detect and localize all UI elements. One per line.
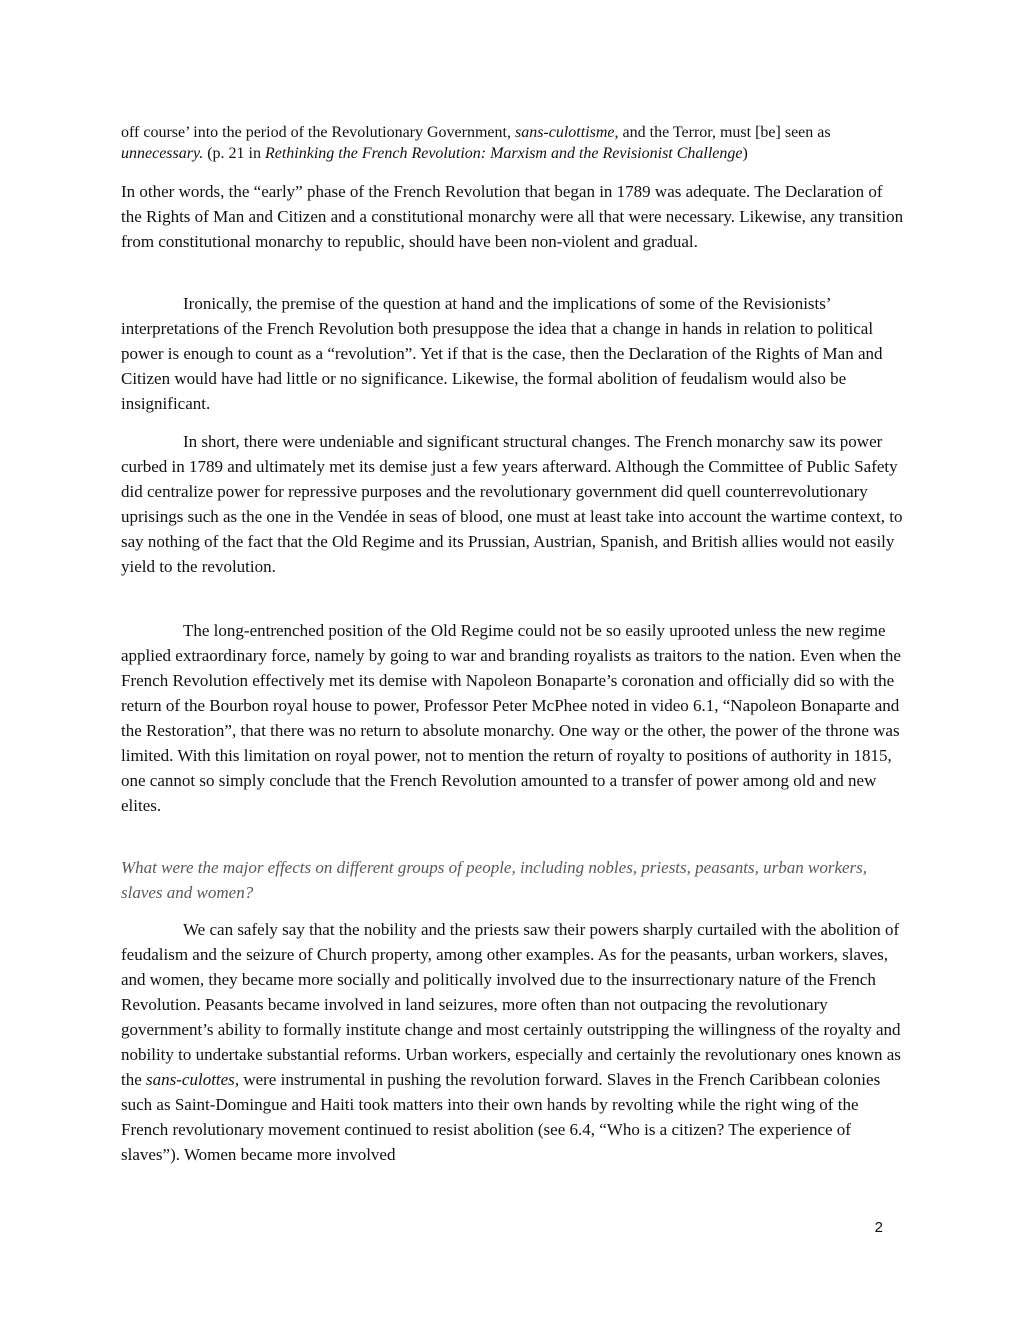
paragraph-ironically: Ironically, the premise of the question at hand and the implications of some of the Revisionists’ interpretations of the French Revolution both presuppose the idea that a change in hands in relation to political power is enough to count as a “revolution”. Yet if that is the case, then the Declaration of the Rights of Man and Citizen would have had little or no significance. Likewise, the formal abolition of feudalism would also be insignificant.: [121, 294, 883, 413]
section-question: What were the major effects on different groups of people, including nobles, priests, peasants, urban workers, slaves and women?: [121, 858, 868, 902]
effects-text-2: , were instrumental in pushing the revolution forward. Slaves in the French Caribbean colonies such as Saint-Domingue and Haiti took matters into their own hands by revolting while the right wing of the French revolutionary movement continued to resist abolition (see 6.4, “Who is a citizen? The experience of slaves”). Women became more involved: [121, 1070, 881, 1164]
effects-emphasis: sans-culottes: [146, 1070, 235, 1089]
quote-text-2: and the Terror, must [be] seen as: [618, 124, 831, 141]
quote-emphasis-2: unnecessary.: [121, 145, 204, 162]
block-quote: [121, 122, 907, 164]
document-page: [121, 0, 907, 1326]
paragraph-structural-changes: In short, there were undeniable and significant structural changes. The French monarchy saw its power curbed in 1789 and ultimately met its demise just a few years afterward. Although the Committee of Public Safety did centralize power for repressive purposes and the revolutionary government did quell counterrevolutionary uprisings such as the one in the Vendée in seas of blood, one must at least take into account the wartime context, to say nothing of the fact that the Old Regime and its Prussian, Austrian, Spanish, and British allies would not easily yield to the revolution.: [121, 432, 903, 576]
effects-text-1: We can safely say that the nobility and the priests saw their powers sharply curtailed with the abolition of feudalism and the seizure of Church property, among other examples. As for the peasants, urban workers, slaves, and women, they became more socially and politically involved due to the insurrectionary nature of the French Revolution. Peasants became involved in land seizures, more often than not outpacing the revolutionary government’s ability to formally institute change and most certainly outstripping the willingness of the royalty and nobility to undertake substantial reforms. Urban workers, especially and certainly the revolutionary ones known as the: [121, 920, 901, 1089]
quote-text-3: (p. 21 in: [203, 145, 265, 162]
page-number: 2: [874, 1219, 883, 1236]
paragraph-old-regime: The long-entrenched position of the Old Regime could not be so easily uprooted unless the new regime applied extraordinary force, namely by going to war and branding royalists as traitors to the nation. Even when the French Revolution effectively met its demise with Napoleon Bonaparte’s coronation and officially did so with the return of the Bourbon royal house to power, Professor Peter McPhee noted in video 6.1, “Napoleon Bonaparte and the Restoration”, that there was no return to absolute monarchy. One way or the other, the power of the throne was limited. With this limitation on royal power, not to mention the return of royalty to positions of authority in 1815, one cannot so simply conclude that the French Revolution amounted to a transfer of power among old and new elites.: [121, 621, 901, 815]
quote-text-1: off course’ into the period of the Revolutionary Government,: [121, 124, 515, 141]
paragraph-effects: [121, 917, 907, 1167]
paragraph-early-phase: In other words, the “early” phase of the French Revolution that began in 1789 was adequate. The Declaration of the Rights of Man and Citizen and a constitutional monarchy were all that were necessary. Likewise, any transition from constitutional monarchy to republic, should have been non-violent and gradual.: [121, 182, 904, 251]
quote-text-4: ): [742, 145, 748, 162]
quote-emphasis-1: sans-culottisme,: [514, 124, 619, 141]
quote-book-title: Rethinking the French Revolution: Marxism and the Revisionist Challenge: [264, 145, 743, 162]
